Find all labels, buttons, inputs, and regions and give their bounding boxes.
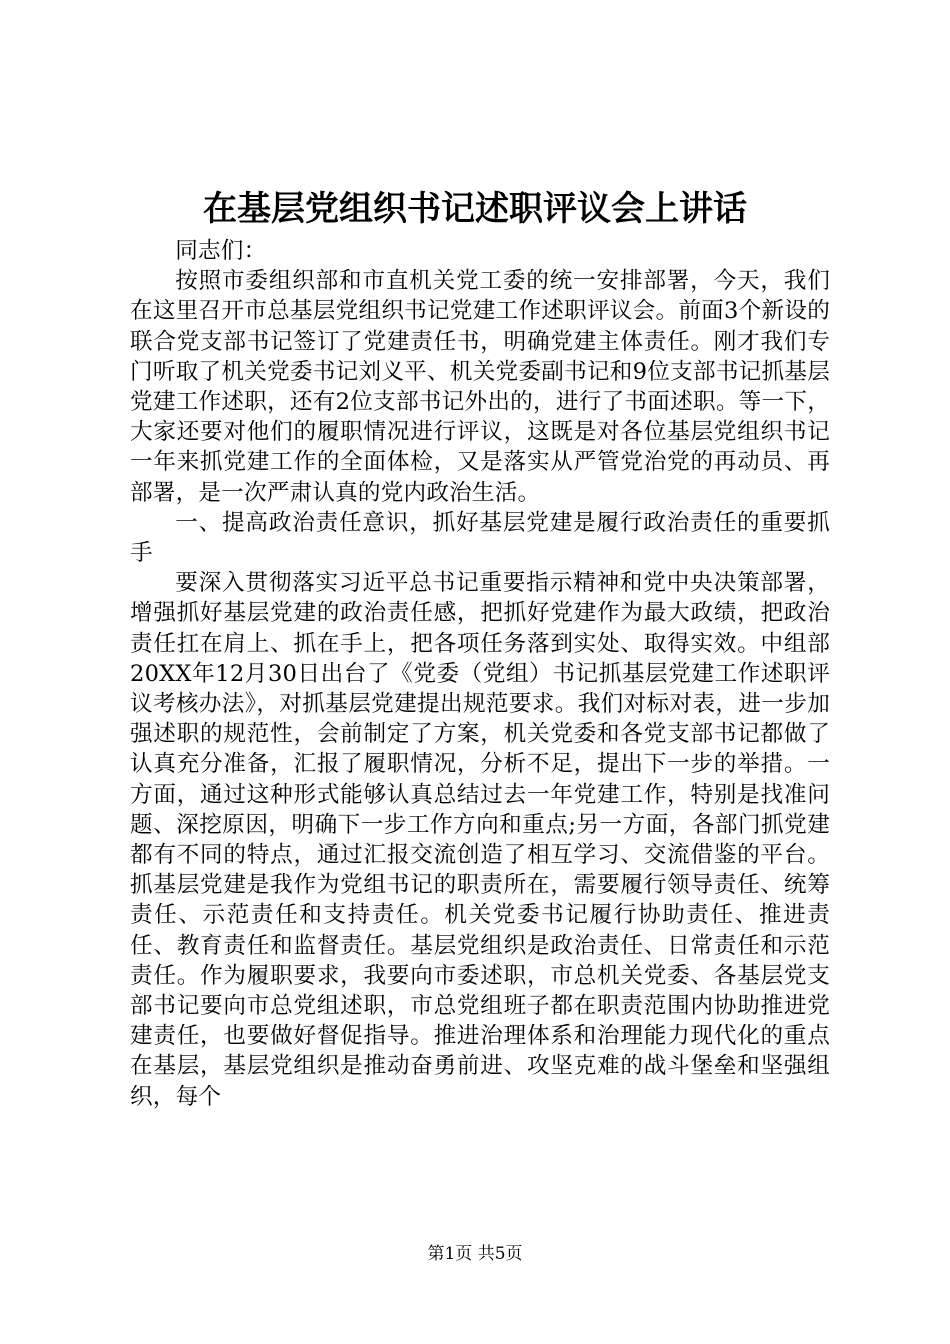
page-number-footer: 第1页 共5页 [427, 1244, 523, 1264]
section-heading: 一、提高政治责任意识，抓好基层党建是履行政治责任的重要抓手 [130, 509, 830, 567]
paragraph-intro: 按照市委组织部和市直机关党工委的统一安排部署，今天，我们在这里召开市总基层党组织书记党建工作述职评议会。前面3个新设的联合党支部书记签订了党建责任书，明确党建主体责任。刚才我们专门听取了机关党委书记刘义平、机关党委副书记和9位支部书记抓基层党建工作述职，还有2位支部书记外出的，进行了书面述职。等一下，大家还要对他们的履职情况进行评议，这既是对各位基层党组织书记一年来抓党建工作的全面体检，又是落实从严管党治党的再动员、再部署，是一次严肃认真的党内政治生活。 [130, 268, 830, 506]
document-title: 在基层党组织书记述职评议会上讲话 [203, 189, 747, 229]
document-body [130, 236, 830, 1112]
salutation: 同志们： [175, 238, 267, 264]
paragraph-section-1: 要深入贯彻落实习近平总书记重要指示精神和党中央决策部署，增强抓好基层党建的政治责任感，把抓好党建作为最大政绩，把政治责任扛在肩上、抓在手上，把各项任务落到实处、取得实效。中组部20XX年12月30日出台了《党委（党组）书记抓基层党建工作述职评议考核办法》，对抓基层党建提出规范要求。我们对标对表，进一步加强述职的规范性，会前制定了方案，机关党委和各党支部书记都做了认真充分准备，汇报了履职情况，分析不足，提出下一步的举措。一方面，通过这种形式能够认真总结过去一年党建工作，特别是找准问题、深挖原因，明确下一步工作方向和重点;另一方面，各部门抓党建都有不同的特点，通过汇报交流创造了相互学习、交流借鉴的平台。抓基层党建是我作为党组书记的职责所在，需要履行领导责任、统筹责任、示范责任和支持责任。机关党委书记履行协助责任、推进责任、教育责任和监督责任。基层党组织是政治责任、日常责任和示范责任。作为履职要求，我要向市委述职，市总机关党委、各基层党支部书记要向市总党组述职，市总党组班子都在职责范围内协助推进党建责任，也要做好督促指导。推进治理体系和治理能力现代化的重点在基层，基层党组织是推动奋勇前进、攻坚克难的战斗堡垒和坚强组织，每个 [130, 570, 830, 1110]
